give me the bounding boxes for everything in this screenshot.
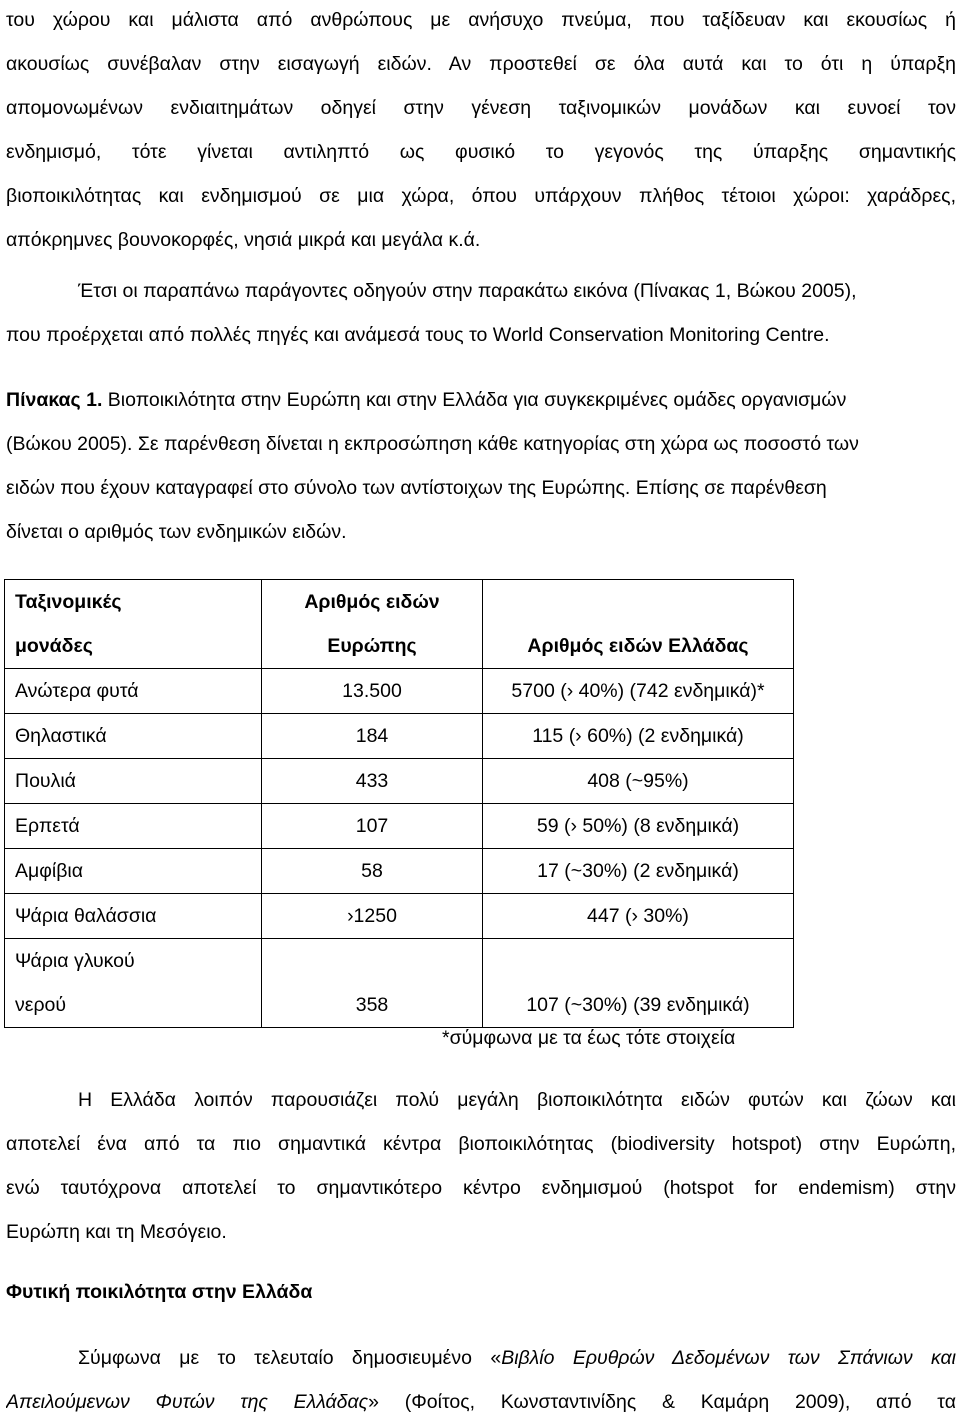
paragraph-hotspot [6, 1078, 956, 1254]
table-row [5, 759, 794, 804]
text-span: Σύμφωνα με το τελευταίο δημοσιευμένο « [78, 1347, 502, 1369]
text-line: ακουσίως συνέβαλαν στην εισαγωγή ειδών. Αν προστεθεί σε όλα αυτά και το ότι η ύπαρξη [6, 53, 956, 75]
greece-cell: 115 (› 60%) (2 ενδημικά) [483, 714, 794, 759]
caption-text: δίνεται ο αριθμός των ενδημικών ειδών. [6, 521, 347, 543]
header-europe-species [262, 580, 483, 669]
greece-cell: 5700 (› 40%) (742 ενδημικά)* [483, 669, 794, 714]
header-taxonomic-units [5, 580, 262, 669]
paragraph-red-book [6, 1336, 956, 1424]
table-header-row [5, 580, 794, 669]
table-footnote: *σύμφωνα με τα έως τότε στοιχεία [442, 1027, 736, 1049]
europe-cell: 58 [262, 849, 483, 894]
europe-cell: 433 [262, 759, 483, 804]
taxon-cell: Θηλαστικά [5, 714, 262, 759]
text-line: Έτσι οι παραπάνω παράγοντες οδηγούν στην παρακάτω εικόνα (Πίνακας 1, Βώκου 2005), [78, 280, 857, 302]
text-line: Η Ελλάδα λοιπόν παρουσιάζει πολύ μεγάλη βιοποικιλότητα ειδών φυτών και ζώων και [78, 1089, 956, 1111]
text-line [6, 1336, 956, 1380]
caption-text: ειδών που έχουν καταγραφεί στο σύνολο των αντίστοιχων της Ευρώπης. Επίσης σε παρένθεση [6, 477, 827, 499]
biodiversity-table [4, 579, 794, 1028]
text-line: του χώρου και μάλιστα από ανθρώπους με ανήσυχο πνεύμα, που ταξίδευαν και εκουσίως ή [6, 9, 956, 31]
taxon-cell [5, 939, 262, 1028]
taxon-cell: Αμφίβια [5, 849, 262, 894]
caption-label: Πίνακας 1. [6, 389, 103, 411]
paragraph-table-reference [6, 269, 956, 357]
header-text: Αριθμός ειδών Ελλάδας [527, 635, 749, 657]
text-line: που προέρχεται από πολλές πηγές και ανάμεσά τους το World Conservation Monitoring Centre. [6, 324, 830, 346]
text-line: απομονωμένων ενδιαιτημάτων οδηγεί στην γένεση ταξινομικών μονάδων και ευνοεί τον [6, 97, 956, 119]
caption-text: (Βώκου 2005). Σε παρένθεση δίνεται η εκπροσώπηση κάθε κατηγορίας στη χώρα ως ποσοστό των [6, 433, 859, 455]
greece-cell: 447 (› 30%) [483, 894, 794, 939]
text-line: αποτελεί ένα από τα πιο σημαντικά κέντρα βιοποικιλότητας (biodiversity hotspot) στην Ευρώπη, [6, 1133, 956, 1155]
greece-cell: 408 (~95%) [483, 759, 794, 804]
table-caption [6, 378, 956, 554]
europe-cell: 13.500 [262, 669, 483, 714]
text-line: βιοποικιλότητας και ενδημισμού σε μια χώρα, όπου υπάρχουν πλήθος τέτοιοι χώροι: χαράδρες, [6, 185, 956, 207]
section-heading-text: Φυτική ποικιλότητα στην Ελλάδα [6, 1281, 313, 1303]
header-text: Αριθμός ειδών [304, 591, 440, 613]
header-text: Ευρώπης [327, 635, 417, 657]
italic-title: Βιβλίο Ερυθρών Δεδομένων των Σπάνιων και [501, 1347, 956, 1369]
text-line: ενδημισμό, τότε γίνεται αντιληπτό ως φυσικό το γεγονός της ύπαρξης σημαντικής [6, 141, 956, 163]
europe-cell: 107 [262, 804, 483, 849]
taxon-text: νερού [15, 994, 67, 1016]
header-greece-species [483, 580, 794, 669]
table-row [5, 939, 794, 1028]
europe-cell: 358 [262, 939, 483, 1028]
europe-cell: 184 [262, 714, 483, 759]
taxon-cell: Ψάρια θαλάσσια [5, 894, 262, 939]
taxon-text: Ψάρια γλυκού [15, 950, 135, 972]
text-line: απόκρημνες βουνοκορφές, νησιά μικρά και μεγάλα κ.ά. [6, 229, 481, 251]
text-line [6, 1380, 956, 1424]
europe-cell: ›1250 [262, 894, 483, 939]
table-row [5, 714, 794, 759]
table-row [5, 669, 794, 714]
text-line: Ευρώπη και τη Μεσόγειο. [6, 1221, 227, 1243]
greece-cell: 17 (~30%) (2 ενδημικά) [483, 849, 794, 894]
table-row [5, 804, 794, 849]
taxon-cell: Ανώτερα φυτά [5, 669, 262, 714]
section-heading [6, 1270, 956, 1314]
text-span: » (Φοίτος, Κωνσταντινίδης & Καμάρη 2009), από τα [368, 1391, 956, 1413]
table-row [5, 894, 794, 939]
taxon-cell: Ερπετά [5, 804, 262, 849]
text-line: ενώ ταυτόχρονα αποτελεί το σημαντικότερο κέντρο ενδημισμού (hotspot for endemism) στην [6, 1177, 956, 1199]
header-text: Ταξινομικές [15, 591, 122, 613]
italic-title: Απειλούμενων Φυτών της Ελλάδας [6, 1391, 369, 1413]
greece-cell: 107 (~30%) (39 ενδημικά) [483, 939, 794, 1028]
table-row [5, 849, 794, 894]
greece-cell: 59 (› 50%) (8 ενδημικά) [483, 804, 794, 849]
taxon-cell: Πουλιά [5, 759, 262, 804]
header-text: μονάδες [15, 635, 93, 657]
intro-paragraph [6, 0, 956, 262]
caption-text: Βιοποικιλότητα στην Ευρώπη και στην Ελλάδα για συγκεκριμένες ομάδες οργανισμών [102, 389, 847, 411]
